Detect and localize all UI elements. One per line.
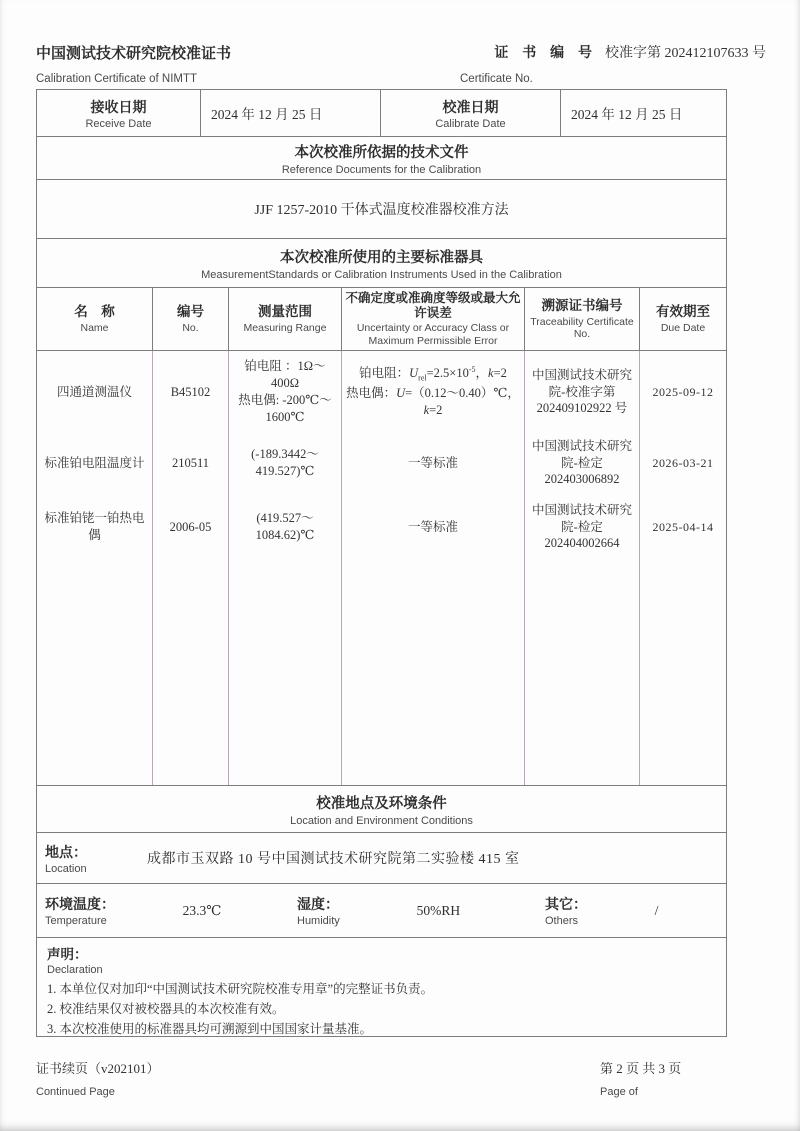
location-value: 成都市玉双路 10 号中国测试技术研究院第二实验楼 415 室 [147,852,520,867]
page-title: 中国测试技术研究院校准证书 [36,45,232,62]
humidity-label: 湿度： Humidity [297,896,340,927]
footer-left [36,1058,160,1098]
others-label: 其它： Others [545,896,587,927]
receive-date-value: 2024 年 12 月 25 日 [201,90,381,136]
declaration-title-en: Declaration [47,964,103,976]
instrument-name-1: 四通道测温仪 [56,384,132,399]
declaration-title: 声明： [47,947,88,962]
receive-date-label: 接收日期 [90,98,147,115]
instrument-uncertainty-3: 一等标准 [407,519,458,534]
certificate-no-label-en: Certificate No. [460,73,533,85]
instrument-trace-3: 中国测试技术研究院-检定 202404002664 [531,502,632,551]
declaration-box [36,937,727,1037]
standards-table-body [36,350,727,786]
instrument-no-2: 210511 [171,455,210,470]
declaration-item-2: 2. 校准结果仅对被校器具的本次校准有效。 [47,1002,285,1016]
continued-page-label-en: Continued Page [36,1086,115,1098]
column-no [153,351,229,785]
instrument-no-3: 2006-05 [169,519,212,534]
certificate-number [494,42,766,63]
page-header [36,42,766,85]
calibrate-date-label-cell [381,90,561,136]
column-name [37,351,153,785]
declaration-item-3: 3. 本次校准使用的标准器具均可溯源到中国国家计量基准。 [47,1022,373,1036]
location-section-title-en: Location and Environment Conditions [290,814,473,827]
temperature-group [37,894,289,927]
humidity-group [289,894,537,927]
environment-row [36,883,727,938]
humidity-value: 50%RH [416,902,461,918]
col-header-no: 编号 No. [153,288,229,350]
instrument-trace-2: 中国测试技术研究院-检定 202403006892 [531,438,632,487]
col-header-due-date: 有效期至 Due Date [656,304,710,334]
col-header-range: 测量范围 Measuring Range [229,288,342,350]
page-number-en: Page of [600,1086,638,1098]
standards-title-en: MeasurementStandards or Calibration Instruments Used in the Calibration [201,268,562,281]
certificate-no-value: 校准字第 202412107633 号 [605,46,766,61]
instrument-trace-1: 中国测试技术研究院-校准字第 202409102922 号 [531,367,632,416]
receive-date-label-cell [37,90,201,136]
reference-title: 本次校准所依据的技术文件 [294,144,469,161]
column-due-date [640,351,726,785]
continued-page-label: 证书续页（v202101） [36,1061,160,1076]
instrument-range-1: 铂电阻 ：1Ω～400Ω 热电偶: -200℃～1600℃ [238,359,332,424]
standards-table-header [36,287,727,351]
calibrate-date-label-en: Calibrate Date [435,117,506,130]
column-traceability [525,351,640,785]
instrument-uncertainty-2: 一等标准 [407,455,458,470]
column-range [229,351,342,785]
instrument-no-1: B45102 [170,384,211,399]
instrument-due-2: 2026-03-21 [652,455,714,470]
receive-date-label-en: Receive Date [85,117,152,130]
instrument-name-2: 标准铂电阻温度计 [44,455,145,470]
footer-right [600,1058,681,1098]
reference-document: JJF 1257-2010 干体式温度校准器校准方法 [36,179,727,239]
reference-section-header [36,136,727,180]
col-header-traceability: 溯源证书编号 Traceability Certificate No. [525,288,640,350]
temperature-label: 环境温度： Temperature [45,896,115,927]
calibrate-date-label: 校准日期 [442,98,499,115]
standards-section-header [36,238,727,288]
column-uncertainty [342,351,525,785]
location-label: 地点： Location [45,843,87,875]
col-header-name: 名 称 Name [37,288,153,350]
calibrate-date-value: 2024 年 12 月 25 日 [571,107,683,122]
others-group [537,894,726,927]
instrument-due-3: 2025-04-14 [652,519,714,534]
page-number: 第 2 页 共 3 页 [600,1061,682,1076]
instrument-name-3: 标准铂铑一铂热电偶 [44,511,145,542]
instrument-uncertainty-1: 铂电阻：$U_{rel}=2.5\times 10^{-5}$，k=2 热电偶：U=（0.12～0.40）℃， k=2 [346,365,520,417]
instrument-range-3: (419.527～1084.62)℃ [255,511,315,542]
col-header-uncertainty: 不确定度或准确度等级或最大允许误差 Uncertainty or Accuracy Class or Maximum Permissible Error [342,288,525,350]
temperature-value: 23.3℃ [182,902,222,918]
instrument-due-1: 2025-09-12 [652,384,714,399]
location-section-header [36,785,727,833]
location-section-title: 校准地点及环境条件 [316,795,447,812]
page-title-en: Calibration Certificate of NIMTT [36,73,198,85]
declaration-item-1: 1. 本单位仅对加印“中国测试技术研究院校准专用章”的完整证书负责。 [47,982,434,996]
standards-title: 本次校准所使用的主要标准器具 [280,249,483,266]
certificate-no-label: 证 书 编 号 [494,44,597,60]
certificate-body [36,90,727,1037]
dates-table [36,89,727,137]
instrument-range-2: (-189.3442～419.527)℃ [251,447,319,478]
reference-title-en: Reference Documents for the Calibration [281,163,482,176]
location-row [36,832,727,884]
others-value: / [654,902,659,918]
